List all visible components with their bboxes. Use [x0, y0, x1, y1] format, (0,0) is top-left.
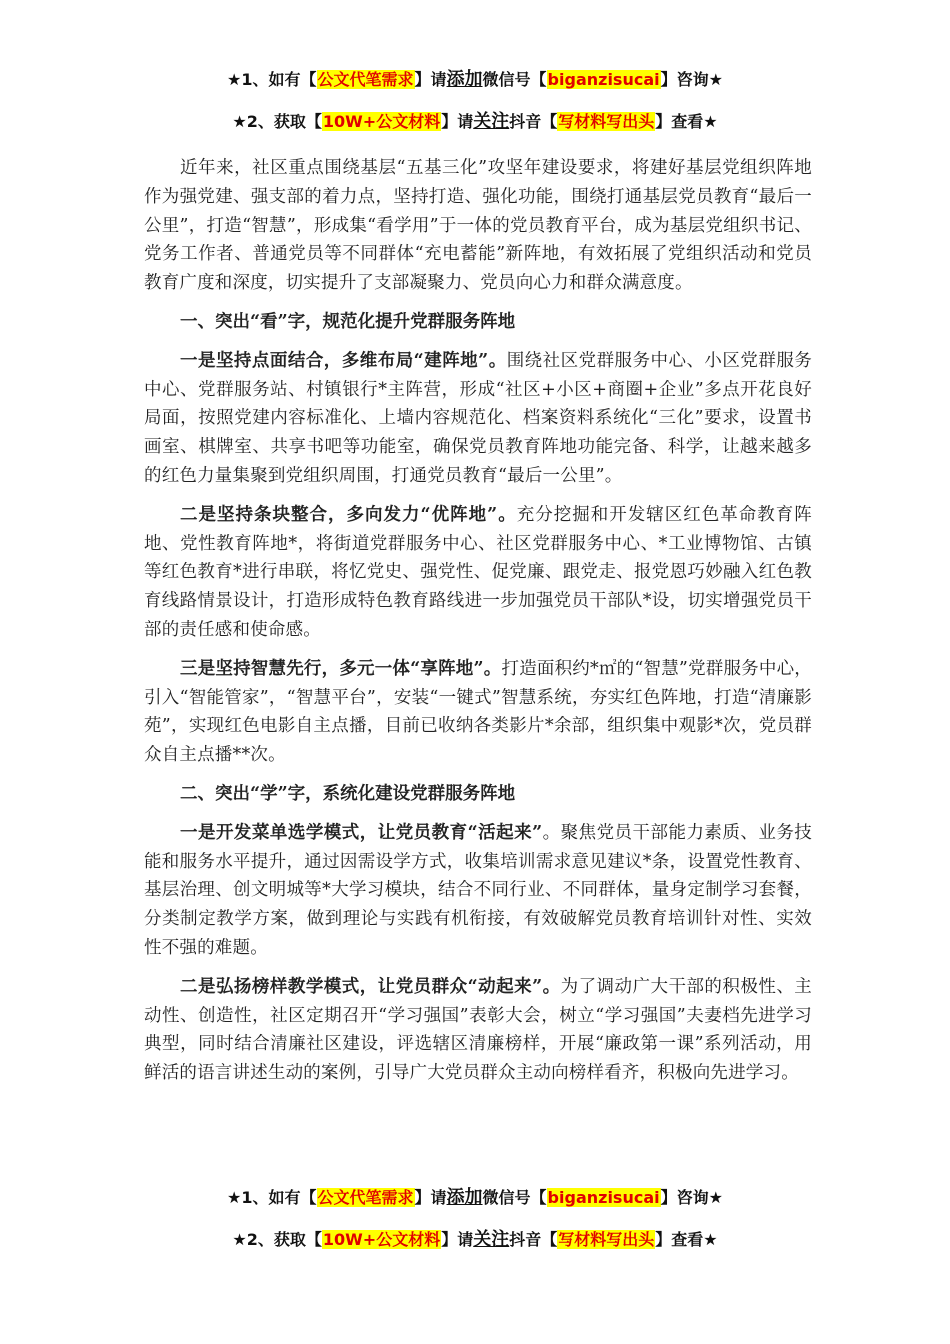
emphasis-text: 添加: [446, 69, 483, 90]
emphasis-text: 关注: [473, 111, 510, 132]
highlight-service: 公文代笔需求: [317, 1188, 414, 1207]
highlight-materials: 10W+公文材料: [322, 1230, 441, 1249]
banner-text: 】请: [441, 1230, 474, 1249]
highlight-service: 公文代笔需求: [317, 70, 414, 89]
banner-text: 抖音【: [509, 112, 558, 131]
section-2-paragraph-1: [144, 819, 812, 963]
promo-banner-line-2: [0, 111, 950, 133]
highlight-douyin: 写材料写出头: [558, 1230, 655, 1249]
banner-text: 微信号【: [482, 70, 547, 89]
banner-text: 抖音【: [509, 1230, 558, 1249]
paragraph-text: 打造面积约*㎡的“智慧”党群服务中心，引入“智能管家”，“智慧平台”，安装“一键式”智慧系统，夯实红色阵地，打造“清廉影苑”，实现红色电影自主点播，目前已收纳各类影片*余部，组织集中观影*次，党员群众自主点播**次。: [144, 658, 812, 766]
promo-banner-line-1-bottom: [0, 1187, 950, 1209]
paragraph-lead: 二是弘扬榜样教学模式，让党员群众“动起来”。: [180, 976, 561, 997]
document-body: [144, 154, 812, 1088]
promo-banner-line-2-bottom: [0, 1229, 950, 1251]
highlight-wechat-id: biganzisucai: [547, 1188, 660, 1207]
section-1-paragraph-2: [144, 501, 812, 645]
emphasis-text: 关注: [473, 1229, 510, 1250]
section-1-paragraph-3: [144, 655, 812, 770]
banner-text: 】请: [441, 112, 474, 131]
section-1-paragraph-1: [144, 347, 812, 491]
paragraph-text: 。聚焦党员干部能力素质、业务技能和服务水平提升，通过因需设学方式，收集培训需求意见建议*条，设置党性教育、基层治理、创文明城等*大学习模块，结合不同行业、不同群体，量身定制学习套餐，分类制定教学方案，做到理论与实践有机衔接，有效破解党员教育培训针对性、实效性不强的难题。: [144, 822, 812, 958]
section-1-heading: 一、突出“看”字，规范化提升党群服务阵地: [180, 311, 516, 332]
highlight-douyin: 写材料写出头: [558, 112, 655, 131]
paragraph-lead: 一是开发菜单选学模式，让党员教育“活起来”: [180, 822, 543, 843]
paragraph-text: 为了调动广大干部的积极性、主动性、创造性，社区定期召开“学习强国”表彰大会，树立“学习强国”夫妻档先进学习典型，同时结合清廉社区建设，评选辖区清廉榜样，开展“廉政第一课”系列活动，用鲜活的语言讲述生动的案例，引导广大党员群众主动向榜样看齐，积极向先进学习。: [144, 976, 812, 1084]
banner-text: 】请: [414, 70, 447, 89]
promo-banner-line-1: [0, 69, 950, 91]
banner-text: ★1、如有【: [227, 1188, 317, 1207]
paragraph-lead: 三是坚持智慧先行，多元一体“享阵地”。: [180, 658, 502, 679]
banner-text: 】请: [414, 1188, 447, 1207]
intro-paragraph: 近年来，社区重点围绕基层“五基三化”攻坚年建设要求，将建好基层党组织阵地作为强党建、强支部的着力点，坚持打造、强化功能，围绕打通基层党员教育“最后一公里”，打造“智慧”，形成集“看学用”于一体的党员教育平台，成为基层党组织书记、党务工作者、普通党员等不同群体“充电蓄能”新阵地，有效拓展了党组织活动和党员教育广度和深度，切实提升了支部凝聚力、党员向心力和群众满意度。: [144, 158, 812, 294]
paragraph-text: 围绕社区党群服务中心、小区党群服务中心、党群服务站、村镇银行*主阵营，形成“社区+小区+商圈+企业”多点开花良好局面，按照党建内容标准化、上墙内容规范化、档案资料系统化“三化”要求，设置书画室、棋牌室、共享书吧等功能室，确保党员教育阵地功能完备、科学，让越来越多的红色力量集聚到党组织周围，打通党员教育“最后一公里”。: [144, 350, 813, 486]
banner-text: 】查看★: [655, 1230, 718, 1249]
banner-text: ★1、如有【: [227, 70, 317, 89]
highlight-wechat-id: biganzisucai: [547, 70, 660, 89]
emphasis-text: 添加: [446, 1187, 483, 1208]
banner-text: 】查看★: [655, 112, 718, 131]
banner-text: ★2、获取【: [232, 1230, 322, 1249]
highlight-materials: 10W+公文材料: [322, 112, 441, 131]
paragraph-text: 充分挖掘和开发辖区红色革命教育阵地、党性教育阵地*，将街道党群服务中心、社区党群服务中心、*工业博物馆、古镇等红色教育*进行串联，将忆党史、强党性、促党廉、跟党走、报党恩巧妙融入红色教育线路情景设计，打造形成特色教育路线进一步加强党员干部队*设，切实增强党员干部的责任感和使命感。: [144, 504, 813, 640]
paragraph-lead: 二是坚持条块整合，多向发力“优阵地”。: [180, 504, 517, 525]
banner-text: 微信号【: [482, 1188, 547, 1207]
section-2-heading: 二、突出“学”字，系统化建设党群服务阵地: [180, 783, 516, 804]
section-2-paragraph-2: [144, 973, 812, 1088]
banner-text: 】咨询★: [660, 1188, 723, 1207]
banner-text: ★2、获取【: [232, 112, 322, 131]
paragraph-lead: 一是坚持点面结合，多维布局“建阵地”。: [180, 350, 507, 371]
banner-text: 】咨询★: [660, 70, 723, 89]
